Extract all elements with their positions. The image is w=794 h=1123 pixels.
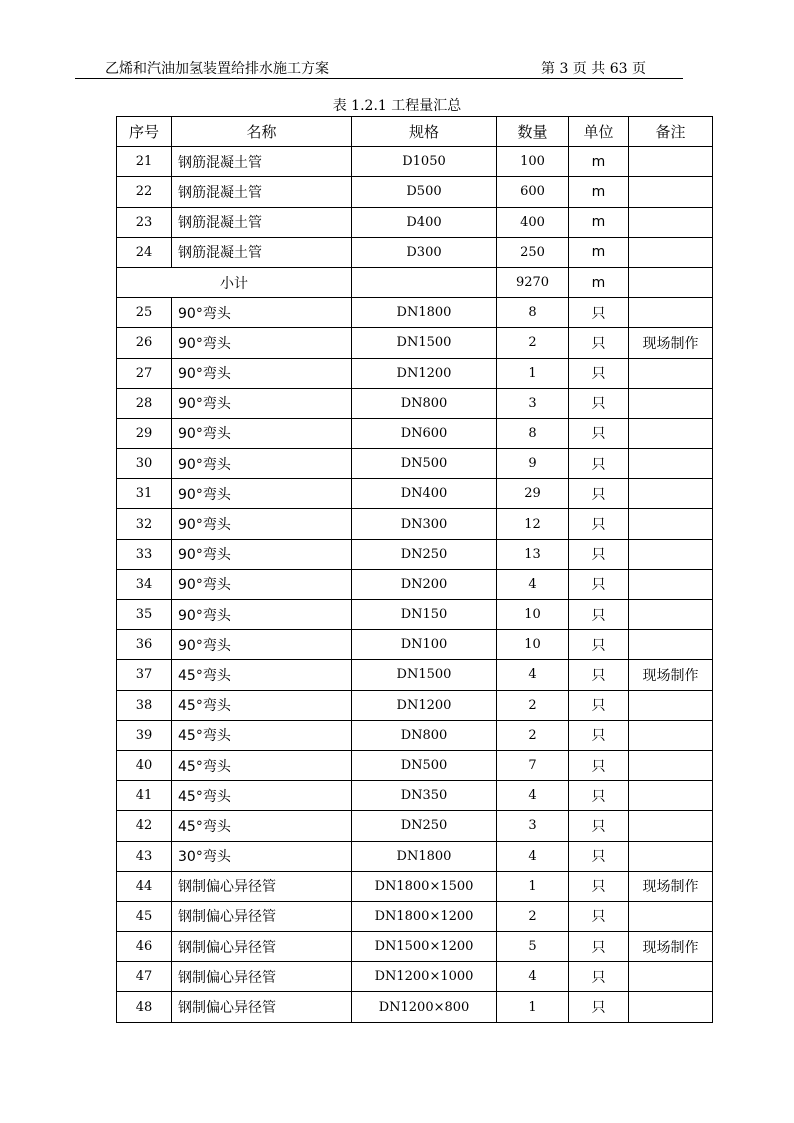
cell-spec: DN1800 <box>352 298 497 328</box>
cell-note <box>629 418 713 448</box>
cell-name: 钢制偏心异径管 <box>172 932 352 962</box>
cell-name: 90°弯头 <box>172 630 352 660</box>
cell-spec: DN250 <box>352 539 497 569</box>
table-row <box>117 479 713 509</box>
cell-name: 90°弯头 <box>172 418 352 448</box>
cell-spec: DN500 <box>352 750 497 780</box>
cell-name: 90°弯头 <box>172 449 352 479</box>
cell-unit: 只 <box>569 871 629 901</box>
cell-note <box>629 449 713 479</box>
cell-no: 36 <box>117 630 172 660</box>
cell-note: 现场制作 <box>629 660 713 690</box>
cell-spec: DN1500 <box>352 328 497 358</box>
column-header-unit: 单位 <box>569 117 629 147</box>
cell-qty: 8 <box>497 298 569 328</box>
cell-qty: 10 <box>497 630 569 660</box>
table-row <box>117 901 713 931</box>
cell-unit: 只 <box>569 811 629 841</box>
cell-spec: D400 <box>352 207 497 237</box>
cell-qty: 7 <box>497 750 569 780</box>
cell-name: 90°弯头 <box>172 479 352 509</box>
cell-qty: 8 <box>497 418 569 448</box>
table-row <box>117 841 713 871</box>
table-header-row <box>117 117 713 147</box>
cell-name: 90°弯头 <box>172 539 352 569</box>
cell-qty: 4 <box>497 962 569 992</box>
cell-qty: 1 <box>497 871 569 901</box>
table-caption: 表 1.2.1 工程量汇总 <box>332 98 462 114</box>
cell-unit: 只 <box>569 418 629 448</box>
cell-unit: 只 <box>569 328 629 358</box>
cell-unit: 只 <box>569 750 629 780</box>
cell-name: 钢筋混凝土管 <box>172 207 352 237</box>
table-row <box>117 932 713 962</box>
cell-qty: 1 <box>497 358 569 388</box>
cell-no: 31 <box>117 479 172 509</box>
cell-no: 27 <box>117 358 172 388</box>
cell-unit: 只 <box>569 509 629 539</box>
cell-unit: 只 <box>569 388 629 418</box>
cell-no: 40 <box>117 750 172 780</box>
cell-qty: 2 <box>497 328 569 358</box>
cell-spec: DN500 <box>352 449 497 479</box>
cell-no: 22 <box>117 177 172 207</box>
cell-no: 46 <box>117 932 172 962</box>
cell-spec: D300 <box>352 237 497 267</box>
cell-no: 47 <box>117 962 172 992</box>
cell-name: 90°弯头 <box>172 569 352 599</box>
cell-unit: 只 <box>569 660 629 690</box>
cell-no: 25 <box>117 298 172 328</box>
cell-unit: m <box>569 177 629 207</box>
cell-unit: 只 <box>569 479 629 509</box>
cell-name: 钢筋混凝土管 <box>172 177 352 207</box>
cell-qty: 4 <box>497 841 569 871</box>
cell-unit: m <box>569 147 629 177</box>
cell-no: 43 <box>117 841 172 871</box>
cell-unit: m <box>569 237 629 267</box>
cell-unit: 只 <box>569 962 629 992</box>
table-row <box>117 207 713 237</box>
table-row <box>117 539 713 569</box>
cell-name: 钢制偏心异径管 <box>172 962 352 992</box>
cell-qty: 4 <box>497 660 569 690</box>
cell-unit: 只 <box>569 569 629 599</box>
table-row <box>117 811 713 841</box>
table-row <box>117 328 713 358</box>
cell-note <box>629 298 713 328</box>
cell-name: 钢制偏心异径管 <box>172 871 352 901</box>
cell-note: 现场制作 <box>629 871 713 901</box>
cell-qty: 9270 <box>497 267 569 297</box>
cell-name: 钢制偏心异径管 <box>172 992 352 1022</box>
cell-qty: 100 <box>497 147 569 177</box>
cell-note <box>629 267 713 297</box>
cell-name: 45°弯头 <box>172 660 352 690</box>
cell-note <box>629 811 713 841</box>
cell-unit: m <box>569 267 629 297</box>
cell-note: 现场制作 <box>629 328 713 358</box>
table-row <box>117 449 713 479</box>
subtotal-label: 小计 <box>117 267 352 297</box>
table-row <box>117 237 713 267</box>
table-row <box>117 388 713 418</box>
cell-spec: DN800 <box>352 388 497 418</box>
cell-spec: DN1800×1200 <box>352 901 497 931</box>
cell-note <box>629 992 713 1022</box>
cell-unit: 只 <box>569 600 629 630</box>
cell-name: 45°弯头 <box>172 720 352 750</box>
cell-qty: 3 <box>497 811 569 841</box>
column-header-qty: 数量 <box>497 117 569 147</box>
cell-qty: 5 <box>497 932 569 962</box>
column-header-name: 名称 <box>172 117 352 147</box>
cell-no: 26 <box>117 328 172 358</box>
cell-note <box>629 147 713 177</box>
cell-qty: 250 <box>497 237 569 267</box>
table-body <box>117 147 713 1022</box>
cell-no: 39 <box>117 720 172 750</box>
cell-no: 37 <box>117 660 172 690</box>
cell-no: 48 <box>117 992 172 1022</box>
cell-note <box>629 781 713 811</box>
cell-spec: DN350 <box>352 781 497 811</box>
cell-qty: 3 <box>497 388 569 418</box>
column-header-note: 备注 <box>629 117 713 147</box>
cell-spec: DN100 <box>352 630 497 660</box>
table-row <box>117 418 713 448</box>
cell-qty: 10 <box>497 600 569 630</box>
table-row <box>117 690 713 720</box>
cell-no: 34 <box>117 569 172 599</box>
cell-note <box>629 569 713 599</box>
cell-name: 钢筋混凝土管 <box>172 237 352 267</box>
cell-spec: DN1200 <box>352 690 497 720</box>
cell-note <box>629 388 713 418</box>
cell-qty: 600 <box>497 177 569 207</box>
cell-no: 30 <box>117 449 172 479</box>
cell-note <box>629 962 713 992</box>
cell-spec <box>352 267 497 297</box>
cell-qty: 9 <box>497 449 569 479</box>
cell-no: 38 <box>117 690 172 720</box>
cell-name: 45°弯头 <box>172 811 352 841</box>
cell-qty: 2 <box>497 690 569 720</box>
cell-qty: 29 <box>497 479 569 509</box>
cell-name: 90°弯头 <box>172 600 352 630</box>
cell-unit: m <box>569 207 629 237</box>
cell-note <box>629 509 713 539</box>
table-row <box>117 509 713 539</box>
table-row <box>117 298 713 328</box>
cell-unit: 只 <box>569 901 629 931</box>
cell-unit: 只 <box>569 690 629 720</box>
cell-qty: 12 <box>497 509 569 539</box>
cell-note <box>629 237 713 267</box>
cell-qty: 400 <box>497 207 569 237</box>
cell-no: 45 <box>117 901 172 931</box>
cell-spec: DN1500 <box>352 660 497 690</box>
cell-unit: 只 <box>569 932 629 962</box>
cell-note <box>629 720 713 750</box>
table-row <box>117 600 713 630</box>
table-row <box>117 660 713 690</box>
cell-spec: DN300 <box>352 509 497 539</box>
table-row <box>117 871 713 901</box>
cell-note <box>629 479 713 509</box>
cell-note <box>629 177 713 207</box>
cell-name: 90°弯头 <box>172 358 352 388</box>
cell-spec: D500 <box>352 177 497 207</box>
cell-name: 钢制偏心异径管 <box>172 901 352 931</box>
subtotal-row <box>117 267 713 297</box>
cell-spec: DN1200×800 <box>352 992 497 1022</box>
cell-name: 90°弯头 <box>172 298 352 328</box>
cell-no: 24 <box>117 237 172 267</box>
document-title: 乙烯和汽油加氢装置给排水施工方案 <box>105 61 329 77</box>
column-header-spec: 规格 <box>352 117 497 147</box>
table-row <box>117 781 713 811</box>
cell-qty: 4 <box>497 569 569 599</box>
cell-qty: 2 <box>497 901 569 931</box>
cell-no: 29 <box>117 418 172 448</box>
cell-spec: DN1800×1500 <box>352 871 497 901</box>
column-header-no: 序号 <box>117 117 172 147</box>
cell-note <box>629 901 713 931</box>
cell-name: 45°弯头 <box>172 781 352 811</box>
cell-name: 45°弯头 <box>172 750 352 780</box>
cell-spec: DN250 <box>352 811 497 841</box>
cell-unit: 只 <box>569 358 629 388</box>
cell-unit: 只 <box>569 992 629 1022</box>
cell-spec: DN150 <box>352 600 497 630</box>
cell-no: 21 <box>117 147 172 177</box>
cell-no: 42 <box>117 811 172 841</box>
cell-spec: DN1200 <box>352 358 497 388</box>
cell-name: 90°弯头 <box>172 509 352 539</box>
cell-unit: 只 <box>569 630 629 660</box>
table-row <box>117 962 713 992</box>
table-row <box>117 569 713 599</box>
cell-no: 44 <box>117 871 172 901</box>
table-row <box>117 750 713 780</box>
cell-note <box>629 207 713 237</box>
cell-unit: 只 <box>569 539 629 569</box>
cell-note <box>629 690 713 720</box>
cell-qty: 4 <box>497 781 569 811</box>
cell-spec: DN1800 <box>352 841 497 871</box>
cell-spec: D1050 <box>352 147 497 177</box>
cell-name: 90°弯头 <box>172 388 352 418</box>
cell-spec: DN600 <box>352 418 497 448</box>
table-row <box>117 720 713 750</box>
cell-spec: DN800 <box>352 720 497 750</box>
cell-spec: DN200 <box>352 569 497 599</box>
cell-unit: 只 <box>569 720 629 750</box>
cell-name: 90°弯头 <box>172 328 352 358</box>
table-row <box>117 992 713 1022</box>
cell-note <box>629 358 713 388</box>
cell-no: 35 <box>117 600 172 630</box>
cell-unit: 只 <box>569 298 629 328</box>
table-row <box>117 358 713 388</box>
cell-note: 现场制作 <box>629 932 713 962</box>
cell-unit: 只 <box>569 841 629 871</box>
cell-qty: 1 <box>497 992 569 1022</box>
cell-unit: 只 <box>569 449 629 479</box>
cell-qty: 2 <box>497 720 569 750</box>
cell-note <box>629 630 713 660</box>
quantity-summary-table <box>116 116 713 1023</box>
page-header <box>75 56 683 79</box>
cell-note <box>629 841 713 871</box>
cell-no: 32 <box>117 509 172 539</box>
cell-name: 钢筋混凝土管 <box>172 147 352 177</box>
cell-spec: DN1200×1000 <box>352 962 497 992</box>
cell-no: 23 <box>117 207 172 237</box>
cell-no: 33 <box>117 539 172 569</box>
cell-note <box>629 539 713 569</box>
cell-no: 28 <box>117 388 172 418</box>
cell-note <box>629 750 713 780</box>
cell-name: 45°弯头 <box>172 690 352 720</box>
table-row <box>117 177 713 207</box>
cell-spec: DN400 <box>352 479 497 509</box>
page-number: 第 3 页 共 63 页 <box>541 61 646 77</box>
table-row <box>117 630 713 660</box>
cell-note <box>629 600 713 630</box>
cell-qty: 13 <box>497 539 569 569</box>
table-row <box>117 147 713 177</box>
cell-no: 41 <box>117 781 172 811</box>
cell-unit: 只 <box>569 781 629 811</box>
cell-name: 30°弯头 <box>172 841 352 871</box>
cell-spec: DN1500×1200 <box>352 932 497 962</box>
